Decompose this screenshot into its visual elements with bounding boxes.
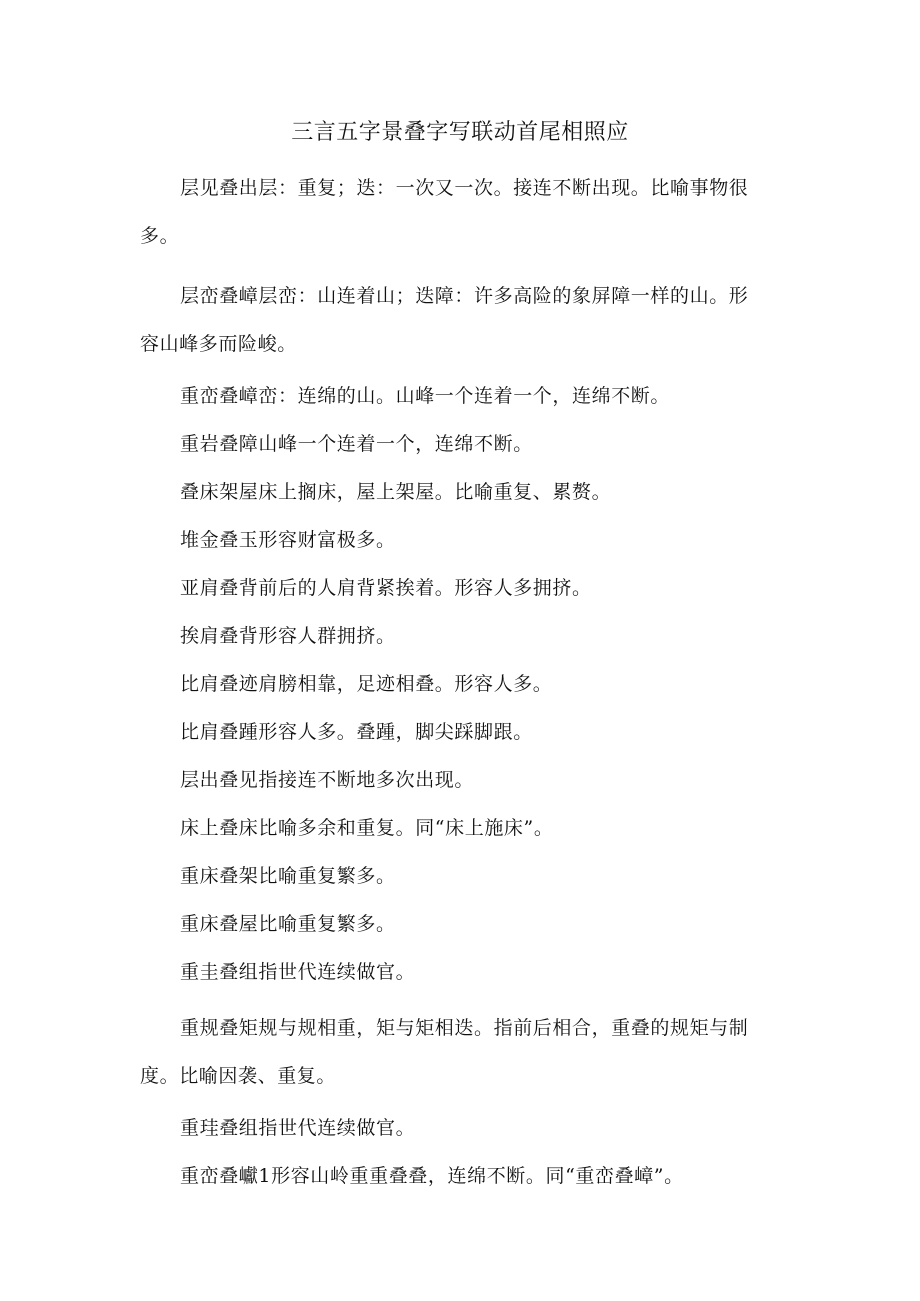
- document-title: 三言五字景叠字写联动首尾相照应: [291, 120, 629, 145]
- paragraph: 重峦叠嶂峦：连绵的山。山峰一个连着一个，连绵不断。: [180, 385, 671, 407]
- paragraph: 叠床架屋床上搁床，屋上架屋。比喻重复、累赘。: [180, 481, 612, 503]
- paragraph: 挨肩叠背形容人群拥挤。: [180, 625, 396, 647]
- paragraph: 重床叠屋比喻重复繁多。: [180, 913, 396, 935]
- document-body: [140, 164, 765, 1208]
- paragraph: 床上叠床比喻多余和重复。同“床上施床”。: [180, 817, 554, 839]
- paragraph: 重规叠矩规与规相重，矩与矩相迭。指前后相合，重叠的规矩与制度。比喻因袭、重复。: [140, 1017, 749, 1087]
- paragraph: 重床叠架比喻重复繁多。: [180, 865, 396, 887]
- paragraph: 层峦叠嶂层峦：山连着山；迭障：许多高险的象屏障一样的山。形容山峰多而险峻。: [140, 285, 749, 355]
- paragraph: 层出叠见指接连不断地多次出现。: [180, 769, 475, 791]
- paragraph: 重峦叠巘1形容山岭重重叠叠，连绵不断。同“重峦叠嶂”。: [180, 1165, 684, 1187]
- paragraph: 重岩叠障山峰一个连着一个，连绵不断。: [180, 433, 533, 455]
- paragraph: 重珪叠组指世代连续做官。: [180, 1117, 416, 1139]
- paragraph: 比肩叠踵形容人多。叠踵，脚尖踩脚跟。: [180, 721, 533, 743]
- paragraph: 堆金叠玉形容财富极多。: [180, 529, 396, 551]
- paragraph: 比肩叠迹肩膀相靠，足迹相叠。形容人多。: [180, 673, 553, 695]
- paragraph: 重圭叠组指世代连续做官。: [180, 961, 416, 983]
- paragraph: 层见叠出层：重复；迭：一次又一次。接连不断出现。比喻事物很多。: [140, 177, 749, 247]
- paragraph: 亚肩叠背前后的人肩背紧挨着。形容人多拥挤。: [180, 577, 592, 599]
